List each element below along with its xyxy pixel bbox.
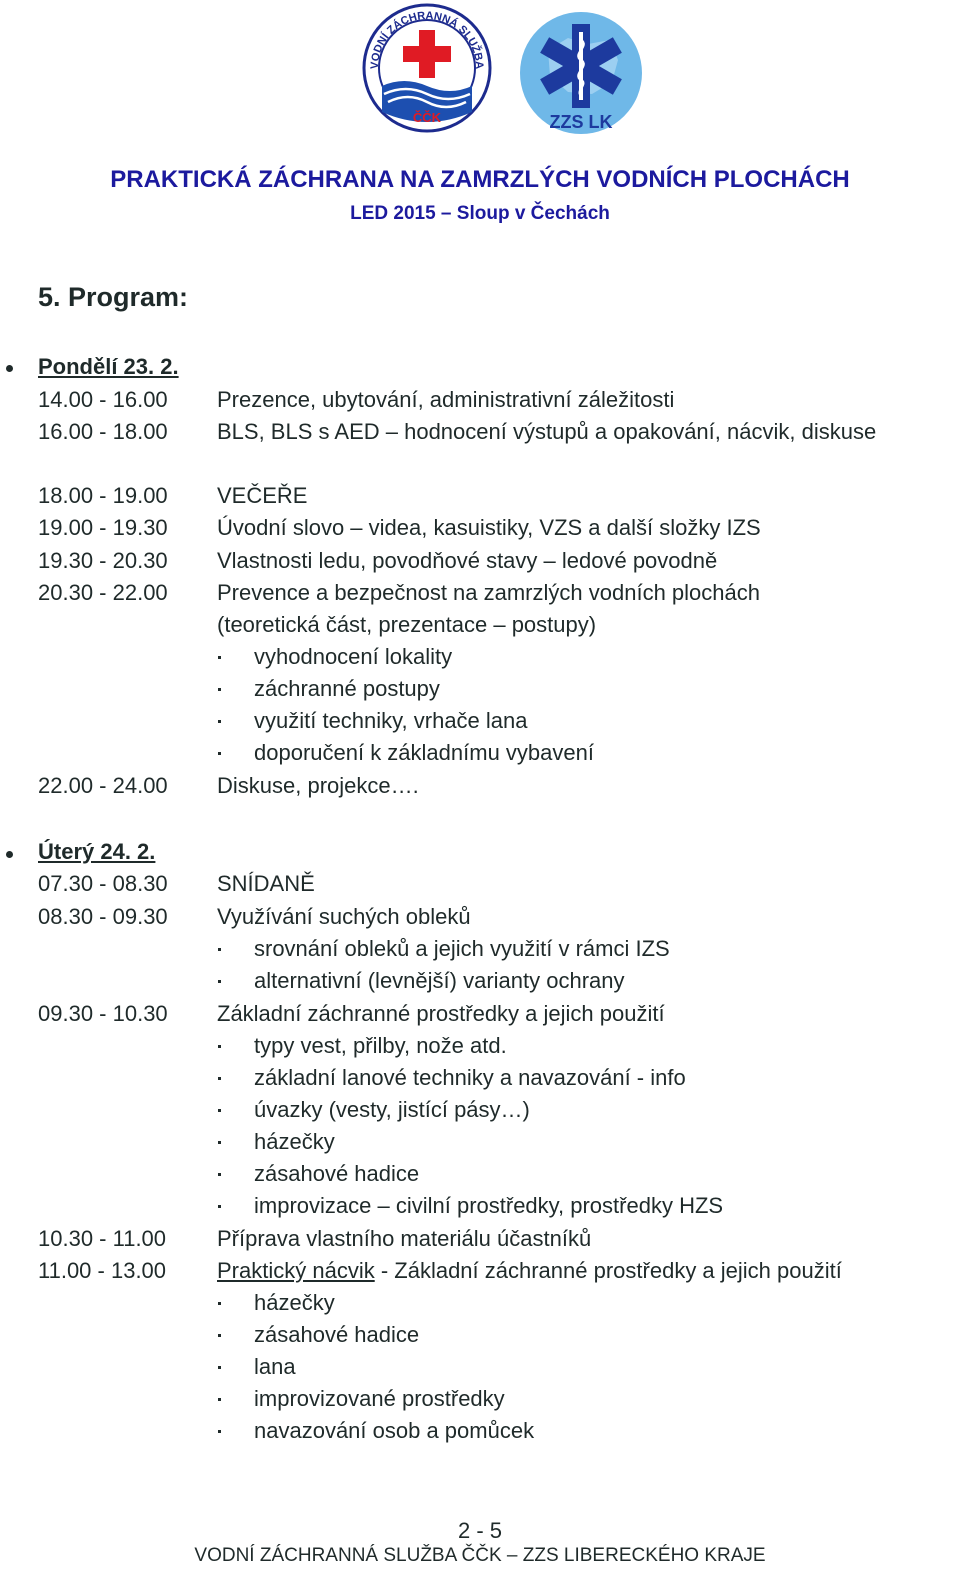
- sub-bullet: [218, 1302, 221, 1305]
- time-slot: 19.00 - 19.30: [38, 515, 168, 540]
- time-slot: 07.30 - 08.30: [38, 871, 168, 896]
- sub-item: alternativní (levnější) varianty ochrany: [254, 968, 625, 993]
- program-item: Vlastnosti ledu, povodňové stavy – ledové povodně: [217, 548, 718, 573]
- sub-item: záchranné postupy: [254, 676, 440, 701]
- sub-item: improvizované prostředky: [254, 1386, 505, 1411]
- sub-item: házečky: [254, 1129, 335, 1154]
- sub-item: srovnání obleků a jejich využití v rámci IZS: [254, 936, 670, 961]
- time-slot: 20.30 - 22.00: [38, 580, 168, 605]
- header-logos: [0, 0, 960, 150]
- time-slot: 22.00 - 24.00: [38, 773, 168, 798]
- sub-bullet: [218, 1141, 221, 1144]
- sub-bullet: [218, 1398, 221, 1401]
- sub-item: úvazky (vesty, jistící pásy…): [254, 1097, 530, 1122]
- program-item: Úvodní slovo – videa, kasuistiky, VZS a další složky IZS: [217, 515, 761, 540]
- program-item: VEČEŘE: [217, 483, 308, 508]
- program-item: Využívání suchých obleků: [217, 904, 471, 929]
- sub-bullet: [218, 688, 221, 691]
- sub-item: vyhodnocení lokality: [254, 644, 453, 669]
- sub-item: doporučení k základnímu vybavení: [254, 740, 594, 765]
- program-item: Prevence a bezpečnost na zamrzlých vodních plochách: [217, 580, 760, 605]
- program-item-note: (teoretická část, prezentace – postupy): [217, 612, 597, 637]
- program-item: [217, 1258, 842, 1284]
- logo-right-text: ZZS LK: [549, 112, 613, 132]
- time-slot: 11.00 - 13.00: [38, 1258, 167, 1283]
- sub-item: házečky: [254, 1290, 335, 1315]
- time-slot: 14.00 - 16.00: [38, 387, 168, 412]
- sub-bullet: [218, 1430, 221, 1433]
- sub-item: základní lanové techniky a navazování - info: [254, 1065, 686, 1090]
- program-item: Základní záchranné prostředky a jejich použití: [217, 1001, 665, 1026]
- footer-organization: VODNÍ ZÁCHRANNÁ SLUŽBA ČČK – ZZS LIBERECKÉHO KRAJE: [194, 1545, 766, 1566]
- sub-bullet: [218, 1045, 221, 1048]
- day-heading: Úterý 24. 2.: [38, 839, 156, 864]
- time-slot: 19.30 - 20.30: [38, 548, 168, 573]
- sub-item: improvizace – civilní prostředky, prostředky HZS: [254, 1193, 724, 1218]
- program-item: Prezence, ubytování, administrativní záležitosti: [217, 387, 675, 412]
- program-item-rest: - Základní záchranné prostředky a jejich použití: [374, 1258, 842, 1283]
- sub-bullet: [218, 1173, 221, 1176]
- document-title: PRAKTICKÁ ZÁCHRANA NA ZAMRZLÝCH VODNÍCH PLOCHÁCH: [110, 166, 850, 193]
- day-heading: Pondělí 23. 2.: [38, 354, 179, 379]
- sub-bullet: [218, 656, 221, 659]
- time-slot: 09.30 - 10.30: [38, 1001, 168, 1026]
- day-bullet: [6, 365, 13, 372]
- sub-bullet: [218, 1109, 221, 1112]
- section-heading: 5. Program:: [38, 282, 189, 312]
- sub-item: typy vest, přilby, nože atd.: [254, 1033, 507, 1058]
- vzs-cck-logo: [362, 2, 492, 134]
- sub-item: využití techniky, vrhače lana: [254, 708, 528, 733]
- program-item: Příprava vlastního materiálu účastníků: [217, 1226, 592, 1251]
- sub-item: navazování osob a pomůcek: [254, 1418, 535, 1443]
- sub-bullet: [218, 1205, 221, 1208]
- time-slot: 18.00 - 19.00: [38, 483, 168, 508]
- sub-bullet: [218, 1366, 221, 1369]
- time-slot: 10.30 - 11.00: [38, 1226, 167, 1251]
- logo-left-text: VODNÍ ZÁCHRANNÁ SLUŽBA: [368, 9, 486, 70]
- sub-item: zásahové hadice: [254, 1161, 420, 1186]
- program-item: Diskuse, projekce….: [217, 773, 419, 798]
- sub-item: zásahové hadice: [254, 1322, 420, 1347]
- time-slot: 16.00 - 18.00: [38, 419, 168, 444]
- program-item: SNÍDANĚ: [217, 871, 315, 896]
- logo-left-abbr: ČČK: [412, 110, 442, 125]
- program-item-emphasis: Praktický nácvik: [217, 1258, 375, 1283]
- sub-bullet: [218, 948, 221, 951]
- zzs-lk-logo: [518, 10, 644, 136]
- sub-bullet: [218, 752, 221, 755]
- sub-item: lana: [254, 1354, 296, 1379]
- sub-bullet: [218, 980, 221, 983]
- program-item: BLS, BLS s AED – hodnocení výstupů a opakování, nácvik, diskuse: [217, 419, 877, 444]
- time-slot: 08.30 - 09.30: [38, 904, 168, 929]
- sub-bullet: [218, 1334, 221, 1337]
- page-number: 2 - 5: [457, 1518, 503, 1543]
- document-subtitle: LED 2015 – Sloup v Čechách: [350, 203, 610, 224]
- sub-bullet: [218, 1077, 221, 1080]
- sub-bullet: [218, 720, 221, 723]
- day-bullet: [6, 851, 13, 858]
